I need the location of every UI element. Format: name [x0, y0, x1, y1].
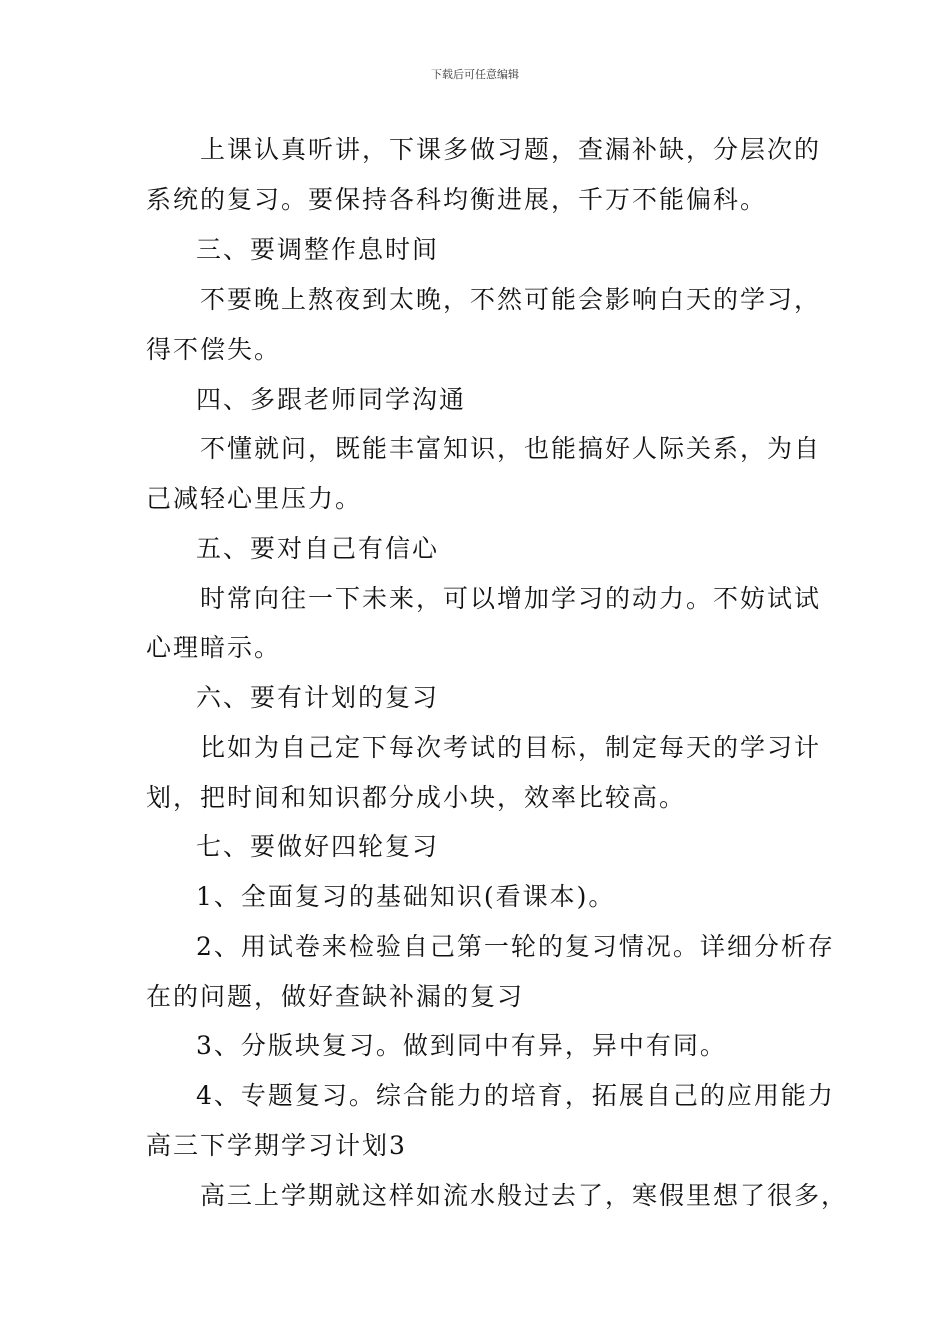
- section-heading: 五、要对自己有信心: [196, 534, 440, 563]
- text-line: 不要晚上熬夜到太晚，不然可能会影响白天的学习，: [200, 285, 822, 314]
- list-item: 3、分版块复习。做到同中有异，异中有同。: [196, 1031, 727, 1060]
- text-line: 得不偿失。: [146, 335, 282, 364]
- text-line: 高三上学期就这样如流水般过去了，寒假里想了很多，: [200, 1181, 849, 1210]
- list-item: 4、专题复习。综合能力的培育，拓展自己的应用能力: [196, 1081, 835, 1110]
- text-line: 在的问题，做好查缺补漏的复习: [146, 982, 525, 1011]
- text-line: 划，把时间和知识都分成小块，效率比较高。: [146, 783, 687, 812]
- section-heading: 三、要调整作息时间: [196, 235, 440, 264]
- text-line: 时常向往一下未来，可以增加学习的动力。不妨试试: [200, 584, 822, 613]
- text-line: 不懂就问，既能丰富知识，也能搞好人际关系，为自: [200, 434, 822, 463]
- list-item: 1、全面复习的基础知识(看课本)。: [196, 882, 616, 911]
- list-item: 2、用试卷来检验自己第一轮的复习情况。详细分析存: [196, 932, 835, 961]
- document-title: 高三下学期学习计划3: [146, 1131, 407, 1160]
- text-line: 心理暗示。: [146, 633, 282, 662]
- text-line: 系统的复习。要保持各科均衡进展，千万不能偏科。: [146, 185, 768, 214]
- section-heading: 四、多跟老师同学沟通: [196, 385, 467, 414]
- text-line: 己减轻心里压力。: [146, 484, 363, 513]
- text-line: 上课认真听讲，下课多做习题，查漏补缺，分层次的: [200, 135, 822, 164]
- section-heading: 六、要有计划的复习: [196, 683, 440, 712]
- section-heading: 七、要做好四轮复习: [196, 832, 440, 861]
- text-line: 比如为自己定下每次考试的目标，制定每天的学习计: [200, 733, 822, 762]
- page-header: 下载后可任意编辑: [431, 68, 519, 81]
